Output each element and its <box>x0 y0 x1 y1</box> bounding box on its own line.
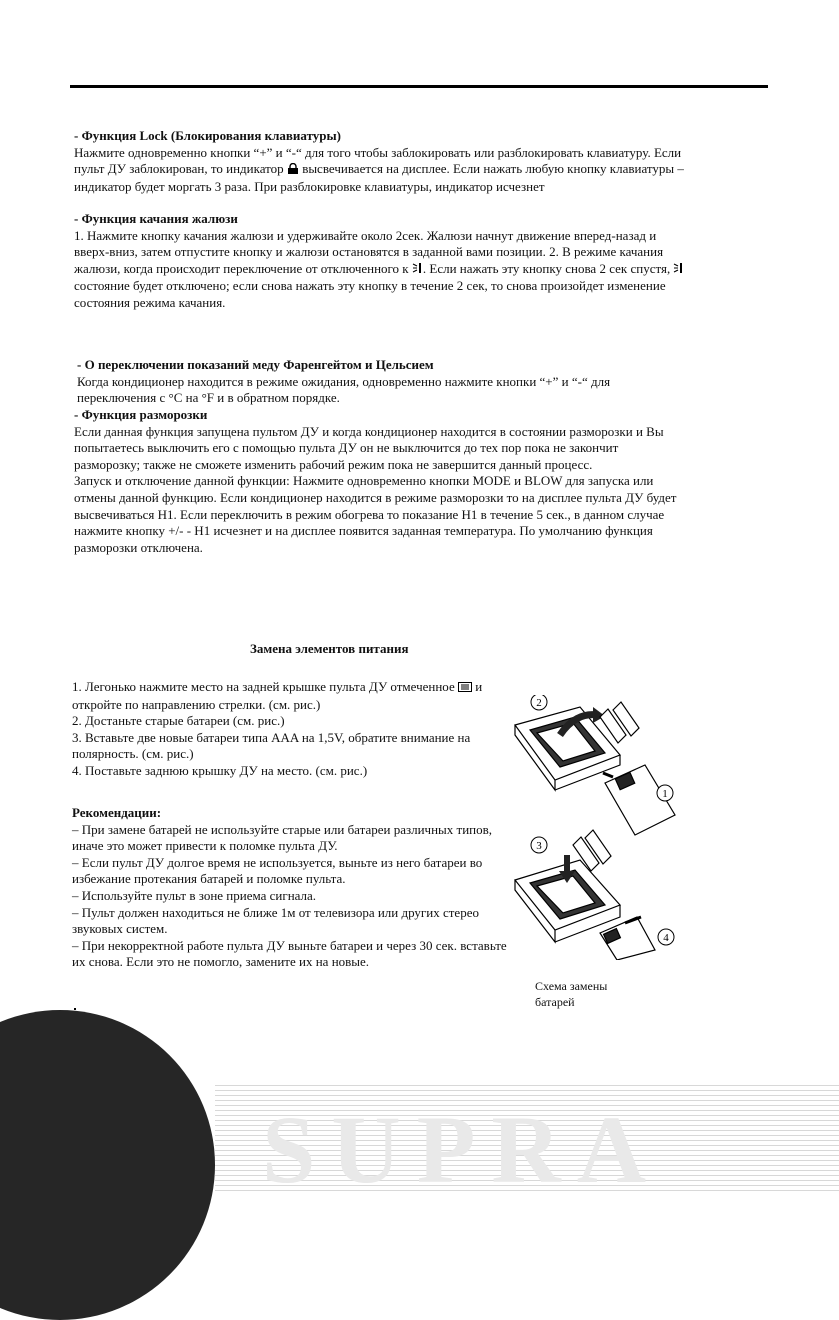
battery-title: Замена элементов питания <box>250 641 409 656</box>
battery-steps <box>72 679 512 780</box>
diagram-caption: Схема замены батарей <box>535 979 608 1009</box>
lock-heading: - Функция Lock (Блокирования клавиатуры) <box>74 128 342 143</box>
battery-step-2: 2. Достаньте старые батареи (см. рис.) <box>72 713 285 729</box>
diagram-step-label: 3 <box>536 840 542 852</box>
recommendations-heading: Рекомендации: <box>72 805 162 820</box>
recommendation-item: – Используйте пульт в зоне приема сигнала. <box>72 887 317 903</box>
supra-logo: SUPRA <box>262 1096 663 1203</box>
diagram-step-label: 4 <box>663 932 669 944</box>
lock-icon <box>287 162 299 179</box>
recommendation-item: – При некорректной работе пульта ДУ выньте батареи и через 30 сек. вставьте их снова. Если это не помогло, замените их на новые. <box>72 937 507 970</box>
section-lock <box>74 128 684 195</box>
corner-circle <box>0 1010 215 1320</box>
header-rule <box>70 85 768 88</box>
defrost-heading: - Функция разморозки <box>74 407 208 422</box>
battery-step-4: 4. Поставьте заднюю крышку ДУ на место. (см. рис.) <box>72 762 368 778</box>
battery-diagram <box>505 695 680 960</box>
recommendation-item: – Пульт должен находиться не ближе 1м от телевизора или других стерео звуковых систем. <box>72 904 479 937</box>
defrost-para-1: Если данная функция запущена пультом ДУ и когда кондиционер находится в состоянии разморозки и Вы попытаетесь выключить его с помощью пульта ДУ он не выключится до тех пор пока не закончит разморозку; также не сможете изменить рабочий режим пока не завершится данный процесс. <box>74 423 664 472</box>
section-units <box>77 357 677 407</box>
lock-text: Нажмите одновременно кнопки “+” и “-“ для того чтобы заблокировать или разблокировать клавиатуру. Если пульт ДУ заблокирован, то индикатор высвечивается на дисплее. Если нажать любую кнопку клавиатуры – индикатор будет моргать 3 раза. При разблокировке клавиатуры, индикатор исчезнет <box>74 144 684 194</box>
recommendations <box>72 805 512 971</box>
diagram-step-label: 2 <box>536 697 542 709</box>
battery-step-1: 1. Легонько нажмите место на задней крышке пульта ДУ отмеченное и откройте по направлению стрелки. (см. рис.) <box>72 679 483 712</box>
recommendation-item: – При замене батарей не используйте старые или батареи различных типов, иначе это может привести к поломке пульта ДУ. <box>72 821 493 854</box>
swing-icon <box>673 262 684 279</box>
swing-heading: - Функция качания жалюзи <box>74 211 238 226</box>
battery-cover-icon <box>458 680 472 697</box>
swing-icon <box>412 262 423 279</box>
swing-text: 1. Нажмите кнопку качания жалюзи и удерживайте около 2сек. Жалюзи начнут движение вперед-назад и вверх-вниз, затем отпустите кнопку и жалюзи остановятся в заданной вами позиции. 2. В режиме качания жалюзи, когда происходит переключение от отключенного к . Если нажать эту кнопку снова 2 сек спустя, состояние будет отключено; если снова нажать эту кнопку в течение 2 сек, то снова произойдет изменение состояния режима качания. <box>74 228 686 312</box>
defrost-para-2: Запуск и отключение данной функции: Нажмите одновременно кнопки MODE и BLOW для запуска или отмены данной функцию. Если кондиционер находится в режиме разморозки то на дисплее пульта ДУ будет высвечиваться H1. Если переключить в режим обогрева то показание H1 в течение 5 сек., в данном случае нажмите кнопку +/- - H1 исчезнет и на дисплее появится заданная температура. По умолчанию функция разморозки отключена. <box>74 473 677 555</box>
diagram-step-label: 1 <box>662 788 668 800</box>
units-text: Когда кондиционер находится в режиме ожидания, одновременно нажмите кнопки “+” и “-“ для переключения с °C на °F и в обратном порядке. <box>77 373 611 406</box>
recommendation-item: – Если пульт ДУ долгое время не используется, выньте из него батареи во избежание протекания батарей и поломке пульта. <box>72 854 483 887</box>
units-heading: - О переключении показаний меду Фаренгейтом и Цельсием <box>77 357 434 372</box>
section-defrost <box>74 407 678 556</box>
battery-step-3: 3. Вставьте две новые батареи типа AAA на 1,5V, обратите внимание на полярность. (см. рис.) <box>72 729 471 762</box>
section-swing <box>74 211 686 312</box>
